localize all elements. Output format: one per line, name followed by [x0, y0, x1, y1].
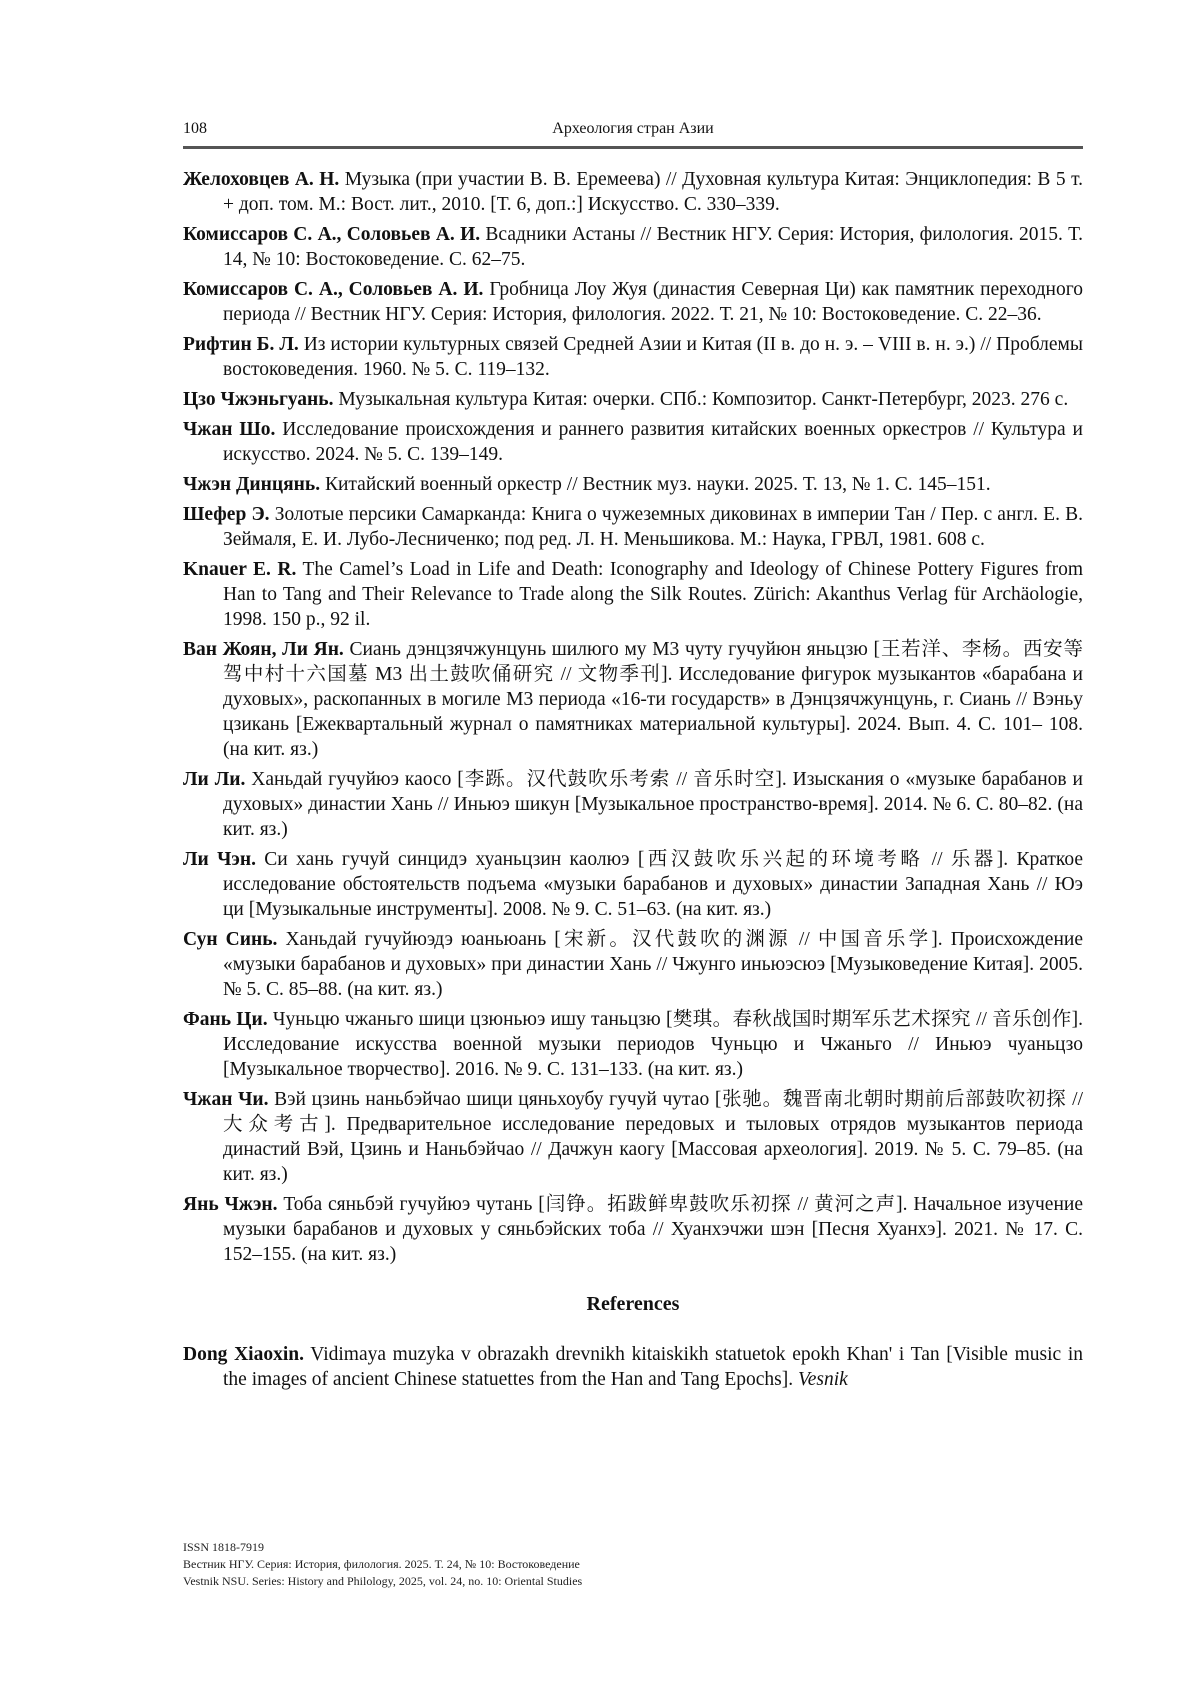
reference-text: Всадники Астаны // Вестник НГУ. Серия: История, филология. 2015. Т. 14, № 10: Востоковедение. С. 62–75. — [223, 224, 1083, 270]
reference-authors: Ван Жоян, Ли Ян. — [183, 639, 344, 660]
reference-authors: Сун Синь. — [183, 929, 278, 950]
section-heading-references: References — [586, 1293, 680, 1315]
reference-text: Вэй цзинь наньбэйчао шици цяньхоубу гучуй чутао [张驰。魏晋南北朝时期前后部鼓吹初探 // 大众考古]. Предварительное исследование передовых и тыловых отрядов музыкантов периода династий Вэй, Цзинь и Наньбэйчао // Дачжун каогу [Массовая археология]. 2019. № 5. С. 79–85. (на кит. яз.) — [223, 1089, 1084, 1185]
reference-text: The Camel’s Load in Life and Death: Iconography and Ideology of Chinese Pottery Figures from Han to Tang and Their Relevance to Trade along the Silk Routes. Zürich: Akanthus Verlag für Archäologie, 1998. 150 p., 92 il. — [223, 559, 1083, 630]
running-title: Археология стран Азии — [552, 120, 714, 137]
reference-authors: Ли Чэн. — [183, 849, 256, 870]
footer-issn: ISSN 1818-7919 — [183, 1540, 265, 1554]
reference-text: Музыкальная культура Китая: очерки. СПб.: Композитор. Санкт-Петербург, 2023. 276 с. — [333, 389, 1069, 410]
page-footer — [183, 1539, 883, 1590]
reference-text: Сиань дэнцзячжунцунь шилюго му М3 чуту гучуйюн яньцзю [王若洋、李杨。西安等驾中村十六国墓 М3 出土鼓吹俑研究 // 文物季刊]. Исследование фигурок музыкантов «барабана и духовых», раскопанных в могиле М3 периода «16-ти государств» в Дэнцзячжунцунь, г. Сиань // Вэньу цзикань [Ежеквартальный журнал о памятниках материальной культуры]. 2024. Вып. 4. С. 101– 108. (на кит. яз.) — [223, 639, 1083, 760]
reference-entry — [183, 472, 1083, 497]
reference-entry — [183, 1192, 1083, 1267]
reference-text: Китайский военный оркестр // Вестник муз. науки. 2025. Т. 13, № 1. С. 145–151. — [320, 474, 991, 495]
reference-text: Vidimaya muzyka v obrazakh drevnikh kitaiskikh statuetok epokh Khan' i Tan [Visible music in the images of ancient Chinese statuettes from the Han and Tang Epochs]. — [223, 1344, 1083, 1390]
reference-entry — [183, 1342, 1083, 1392]
reference-entry — [183, 927, 1083, 1002]
reference-entry — [183, 502, 1083, 552]
reference-entry — [183, 557, 1083, 632]
reference-authors: Янь Чжэн. — [183, 1194, 278, 1215]
reference-text: Тоба сяньбэй гучуйюэ чутань [闫铮。拓跋鲜卑鼓吹乐初探 // 黄河之声]. Начальное изучение музыки барабанов и духовых у сяньбэйских тоба // Хуанхэчжи шэн [Песня Хуанхэ]. 2021. № 17. С. 152–155. (на кит. яз.) — [223, 1194, 1083, 1265]
reference-authors: Желоховцев А. Н. — [183, 169, 340, 190]
reference-text: Ханьдай гучуйюэдэ юаньюань [宋新。汉代鼓吹的渊源 // 中国音乐学]. Происхождение «музыки барабанов и духовых» при династии Хань // Чжунго иньюэсюэ [Музыковедение Китая]. 2005. № 5. С. 85–88. (на кит. яз.) — [223, 929, 1083, 1000]
reference-list — [183, 167, 1083, 1397]
reference-text: Исследование происхождения и раннего развития китайских военных оркестров // Культура и искусство. 2024. № 5. С. 139–149. — [223, 419, 1083, 465]
reference-text: Си хань гучуй синцидэ хуаньцзин каолюэ [西汉鼓吹乐兴起的环境考略 // 乐器]. Краткое исследование обстоятельств подъема «музыки барабанов и духовых» династии Западная Хань // Юэ ци [Музыкальные инструменты]. 2008. № 9. С. 51–63. (на кит. яз.) — [223, 849, 1083, 920]
reference-entry — [183, 167, 1083, 217]
reference-authors: Чжан Шо. — [183, 419, 276, 440]
reference-authors: Чжэн Динцянь. — [183, 474, 321, 495]
reference-entry — [183, 1087, 1083, 1187]
reference-authors: Фань Ци. — [183, 1009, 268, 1030]
reference-entry — [183, 1007, 1083, 1082]
reference-entry — [183, 387, 1083, 412]
reference-entry — [183, 417, 1083, 467]
footer-journal-en: Vestnik NSU. Series: History and Philology, 2025, vol. 24, no. 10: Oriental Studies — [183, 1574, 583, 1588]
reference-authors: Dong Xiaoxin. — [183, 1344, 304, 1365]
reference-authors: Чжан Чи. — [183, 1089, 269, 1110]
reference-text: Чуньцю чжаньго шици цзюньюэ ишу таньцзю [樊琪。春秋战国时期军乐艺术探究 // 音乐创作]. Исследование искусства военной музыки периодов Чуньцю и Чжаньго // Иньюэ чуаньцзо [Музыкальное творчество]. 2016. № 9. С. 131–133. (на кит. яз.) — [223, 1009, 1084, 1080]
reference-entry — [183, 277, 1083, 327]
page-header — [183, 120, 1083, 146]
reference-authors: Цзо Чжэньгуань. — [183, 389, 334, 410]
reference-text: Из истории культурных связей Средней Азии и Китая (II в. до н. э. – VIII в. н. э.) // Проблемы востоковедения. 1960. № 5. С. 119–132. — [223, 334, 1083, 380]
reference-entry — [183, 767, 1083, 842]
reference-text: Музыка (при участии В. В. Еремеева) // Духовная культура Китая: Энциклопедия: В 5 т. + доп. том. М.: Вост. лит., 2010. [Т. 6, доп.:] Искусство. С. 330–339. — [223, 169, 1084, 215]
reference-entry — [183, 847, 1083, 922]
header-divider — [183, 146, 1083, 149]
reference-authors: Knauer E. R. — [183, 559, 297, 580]
reference-authors: Рифтин Б. Л. — [183, 334, 299, 355]
reference-text: Золотые персики Самарканда: Книга о чужеземных диковинах в империи Тан / Пер. с англ. Е. В. Зеймаля, Е. И. Лубо-Лесниченко; под ред. Л. Н. Меньшикова. М.: Наука, ГРВЛ, 1981. 608 с. — [223, 504, 1083, 550]
reference-authors: Ли Ли. — [183, 769, 246, 790]
page-number: 108 — [183, 120, 207, 137]
reference-text: Гробница Лоу Жуя (династия Северная Ци) как памятник переходного периода // Вестник НГУ. Серия: История, филология. 2022. Т. 21, № 10: Востоковедение. С. 22–36. — [223, 279, 1083, 325]
reference-journal: Vesnik — [797, 1369, 848, 1390]
reference-entry — [183, 332, 1083, 382]
reference-entry — [183, 222, 1083, 272]
reference-authors: Шефер Э. — [183, 504, 270, 525]
reference-authors: Комиссаров С. А., Соловьев А. И. — [183, 279, 484, 300]
reference-entry — [183, 637, 1083, 762]
reference-text: Ханьдай гучуйюэ каосо [李跞。汉代鼓吹乐考索 // 音乐时空]. Изыскания о «музыке барабанов и духовых» династии Хань // Иньюэ шикун [Музыкальное пространство-время]. 2014. № 6. С. 80–82. (на кит. яз.) — [223, 769, 1083, 840]
footer-journal-ru: Вестник НГУ. Серия: История, филология. 2025. Т. 24, № 10: Востоковедение — [183, 1557, 580, 1571]
reference-authors: Комиссаров С. А., Соловьев А. И. — [183, 224, 481, 245]
